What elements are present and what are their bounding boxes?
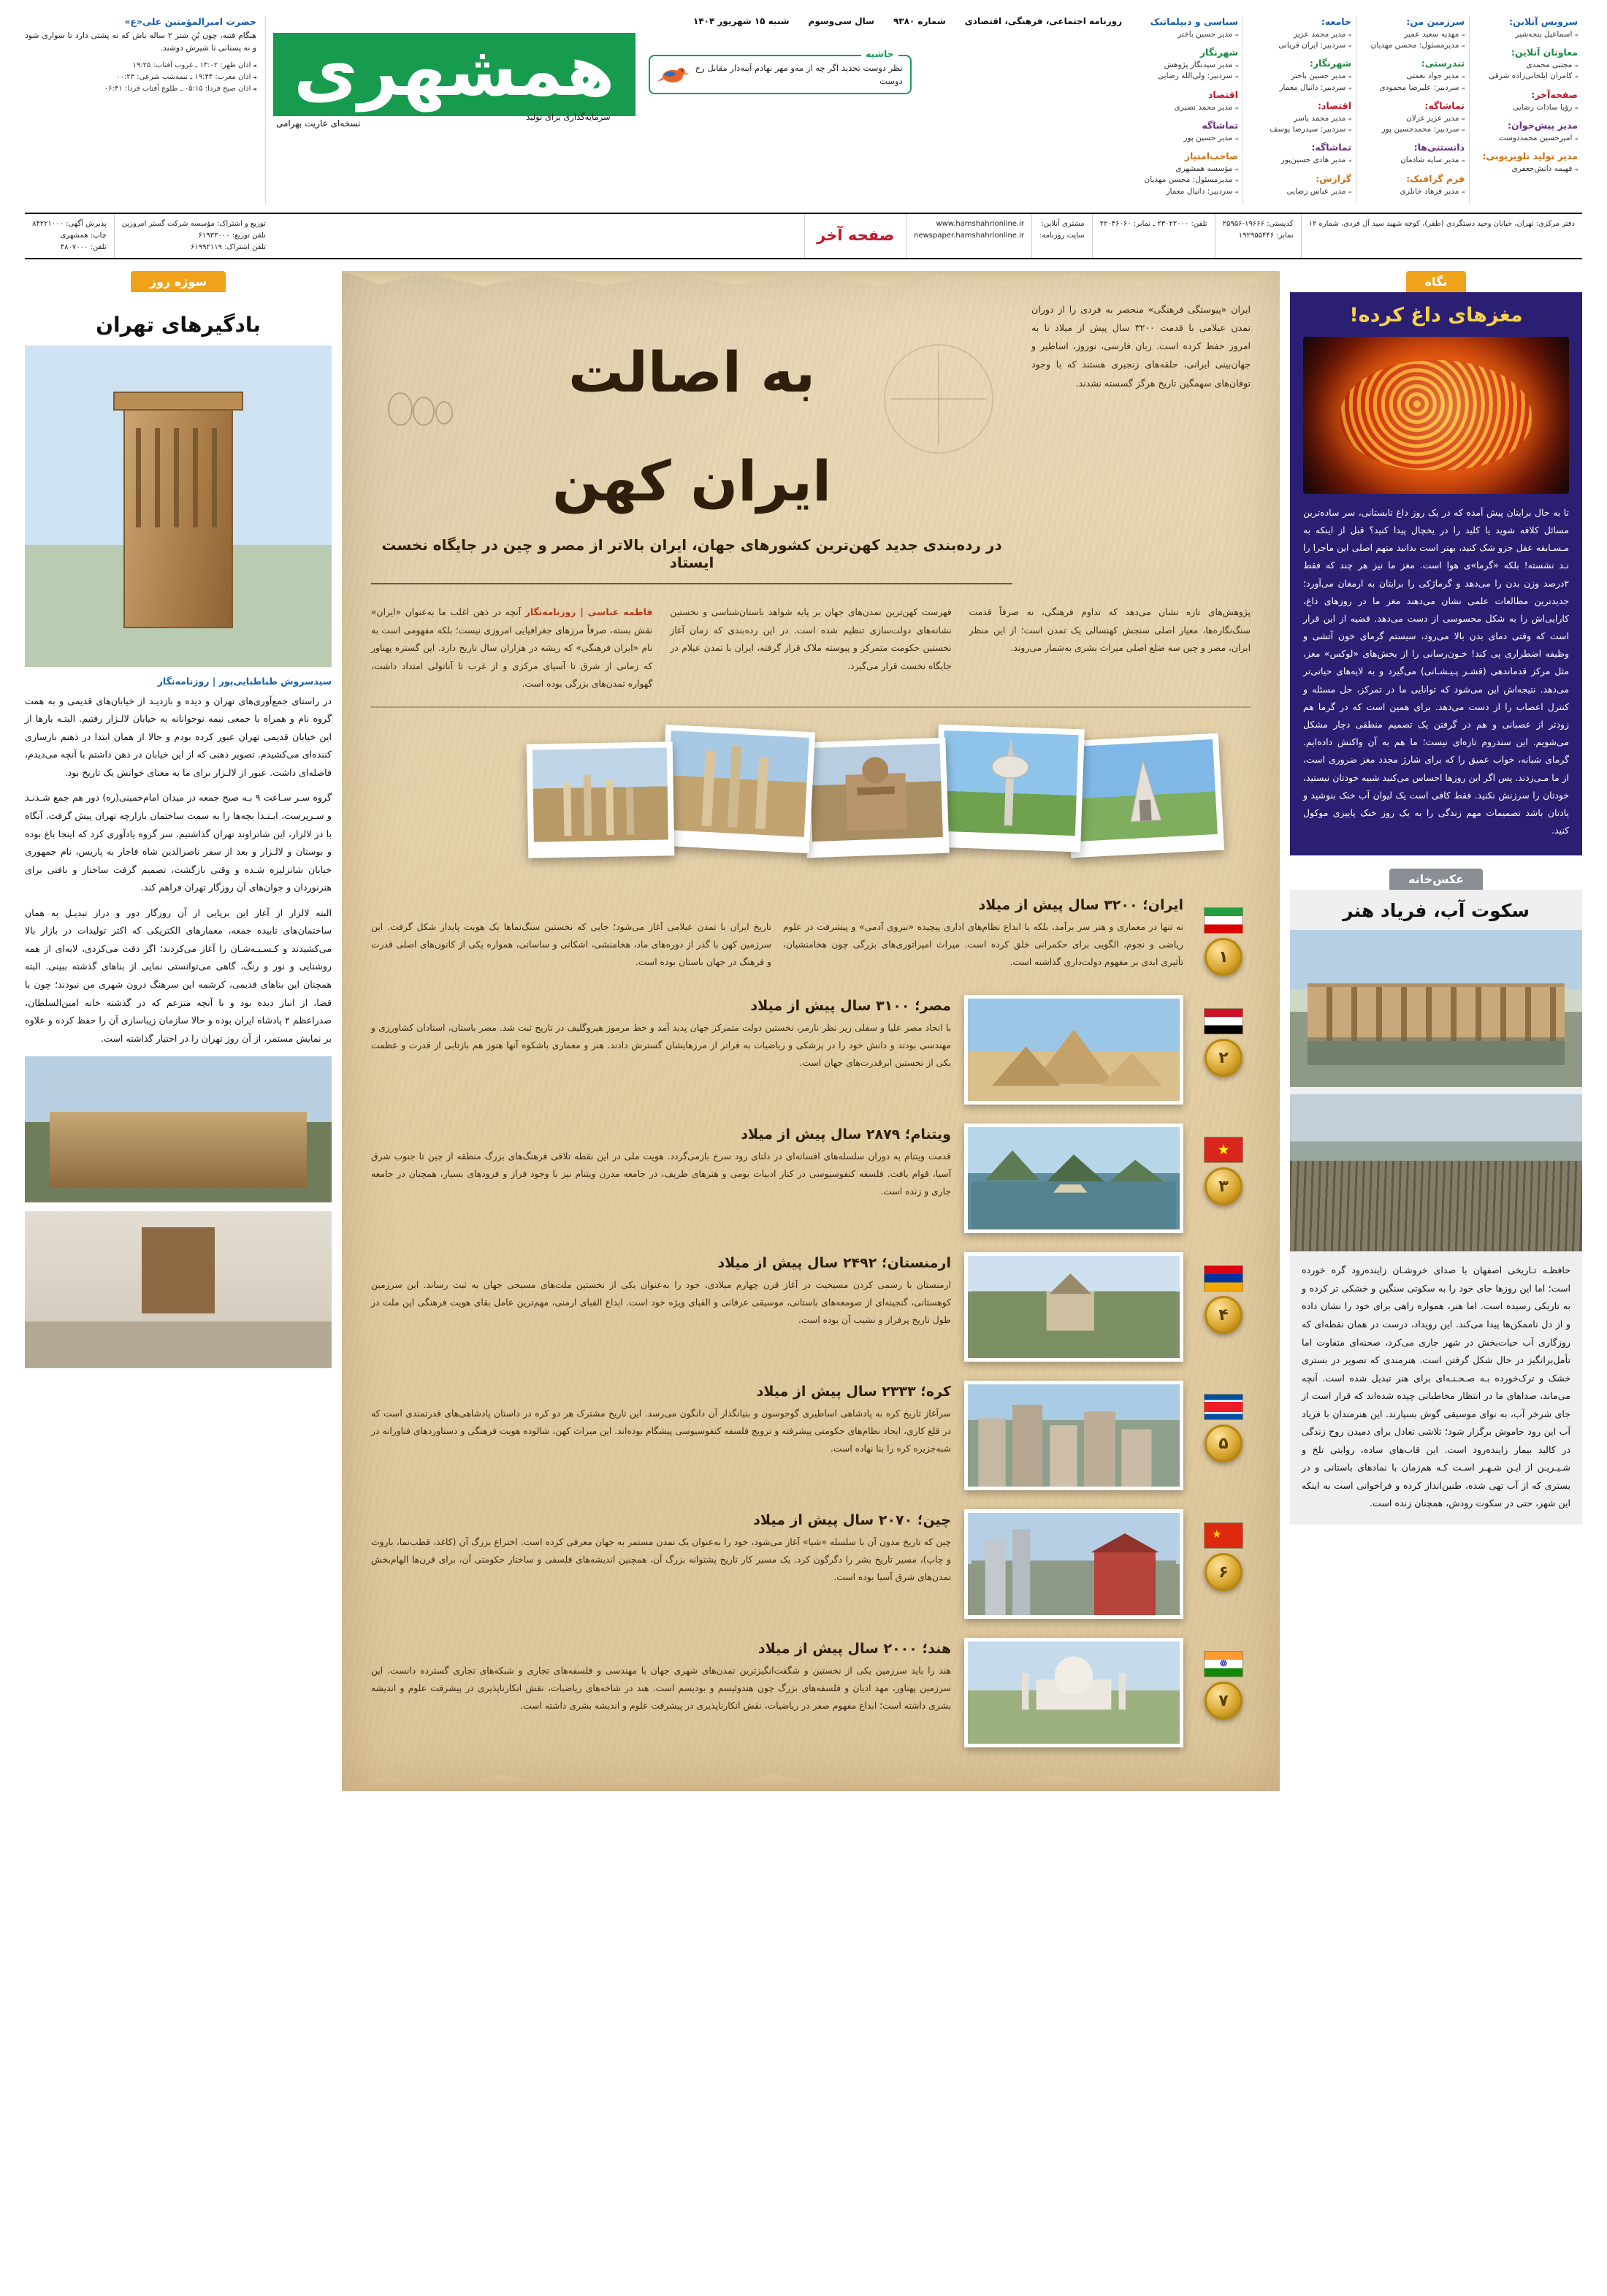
india-flag-icon: ☸ bbox=[1204, 1651, 1243, 1677]
staff-item: ◄ مدیر محمد یاسر bbox=[1248, 113, 1351, 124]
info-bar bbox=[25, 213, 1582, 259]
rank-text-primary: هند را باید سرزمین یکی از نخستین و شگفت‌انگیزترین تمدن‌های شهری جهان با مهندسی و فلسفه‌های تجاری و شبکه‌های تجاری گسترده دانست. این سرزمین پهناور، مهد ادیان و فلسفه‌های بزرگ چون هندوئیسم و بودیسم است. هند در شاخه‌های ریاضیات، نقش انکارناپذیری در پیشرفت علوم و اندیشه بشری داشته است؛ ابداع مفهوم صفر در ریاضیات، نقش انکارناپذیری در پیشرفت علوم و اندیشه بشری داشته است. bbox=[371, 1666, 951, 1711]
staff-group-title: مدیر تولید تلویزیونی: bbox=[1482, 150, 1578, 162]
staff-item: ◄ سردبیر: سیدرضا یوسف bbox=[1248, 124, 1351, 135]
staff-group-title: صفحه‌آخر: bbox=[1531, 88, 1578, 100]
staff-item: ◄ سردبیر: محمدحسین پور bbox=[1361, 124, 1465, 135]
souje-body-2: گروه سـر سـاعت ۹ بـه صبح جمعه در میدان امام‌خمینی(ره) دور هم جمع شـدنـد و سـرپرست، ابـتـدا بچه‌ها را به سمت ساختمان بازارچه تهران پیش گرفت. آنگاه با در لالزار، این شاتراوند تهران گذاشتیم. سر گروه یادآوری کرد که اینجا باغ بوده و بوستان و لالـزار و بعد از سفر ناصرالدین شاه فاجار به پاریس، نام جمهوری خیابان شانزلیزه شـده و وقتی بازگشت، تصمیم گرفت ساختار و بافتی برای هنرنوردان و جوان‌های آن روزگار تهران فراهم کند. bbox=[25, 792, 332, 893]
souje-body-1: در راستای جمع‌آوری‌های تهران و دیده و بازدیـد از خیابان‌های قدیمی و به همت گروه نام و همراه با جمعی نیمه نوجوانانه به خیابان لالـزار رفتیم. البتـه بارها از این خیابان قدیمی تهران عبور کرده بودم و حالا از همان ابتدا در ذهنم بازسازی کننده‌ای می‌کشیدم. تصویر ذهنی که از این خیابان در ذهن داشتم با آنچه می‌دیدم، فاصله‌ای داشت. عبور از لالـزار برای ما به معنای خوانش یک تاریخ بود. bbox=[25, 695, 332, 778]
staff-item: ◄ مهدیه سعید عمیر bbox=[1361, 29, 1465, 40]
info-fax-line: نمابر: ۱۹۲۹۵۵۴۴۶ bbox=[1238, 231, 1294, 240]
souje-body-3: البته لالزار از آغاز این برپایی از آن روزگار دور و دراز تبدیـل به همان ساختمان‌های تابیده جمعه، معمارهای الکتریکی که اکثر تولیدات در بازار بالا می‌کشیدند و کـسـبـه‌شـان را آغاز می‌کردند؛ اگر دقت می‌کردی، لابه‌ای از همه روشنایی و نور و رنگ، گاهی می‌توانستی نمایی از بناهای گذشته ببینی. البته همچنان این بناهای قدیمی، کرشمه این سرهنگ درون شهری من نبودند؛ چون با قضا، از انبار دیده بود و با آنچه متزعم که در گذشته خانه امین‌السلطان، صدراعظم ۲ پادشاه ایران بوده و حالا سازمان زیباسازی آن را حفظ کرده و علاوه بر نمایش مستمر، از آن روز تهران را در اختیار گذاشته است. bbox=[25, 907, 332, 1044]
staff-item: ◄ سردبیر: دانیال معمار bbox=[1248, 83, 1351, 94]
rank-text-primary: قدمت ویتنام به دوران سلسله‌های افسانه‌ای در دلتای رود سرخ بازمی‌گردد. هویت ملی در این نقطه تلاقی فرهنگ‌های بزرگ منطقه از چین تا جنوب شرق آسیا، قوام یافت. فلسفه کنفوسیوسی در کنار ادبیات بومی و هنرهای ظریف، در جامعه مدرن ویتنام نیز با وجود فراز و فرودهای بسیار، همچنان در جامعه جاری و زنده است. bbox=[371, 1151, 951, 1197]
info-online bbox=[1031, 214, 1092, 258]
rank-body bbox=[371, 1124, 951, 1201]
staff-column-2 bbox=[1356, 16, 1469, 204]
lead-column-center: فهرست کهن‌ترین تمدن‌های جهان بر پایه شواهد باستان‌شناسی و نخستین نشانه‌های دولت‌سازی تنظیم شده است. در این رده‌بندی که زمان آغاز نخستین حکومت متمرکز و پیوسته ملاک قرار گرفته، ایران با تمدن عیلام در جایگاه نخست قرار می‌گیرد. bbox=[670, 607, 952, 671]
staff-item: ◄ سردبیر: ولی‌الله رضایی bbox=[1134, 71, 1238, 82]
section-tab-photo-house[interactable]: عکس‌خانه bbox=[1389, 869, 1483, 890]
last-page-label: صفحه آخر bbox=[804, 214, 906, 258]
feature-top bbox=[371, 296, 1251, 584]
rank-heading: ویتنام؛ ۲۸۷۹ سال پیش از میلاد bbox=[741, 1126, 951, 1143]
ads-phone: پذیرش آگهی: ۸۴۲۲۱۰۰۰ bbox=[32, 219, 107, 228]
staff-item: ◄ فهیمه دانش‌جعفری bbox=[1474, 164, 1578, 175]
photo-house-section bbox=[1290, 869, 1582, 1525]
rank-heading: کره؛ ۲۳۳۳ سال پیش از میلاد bbox=[756, 1384, 951, 1400]
staff-group-title: تماشاگه bbox=[1202, 119, 1238, 131]
negah-body: تا به حال برایتان پیش آمده که در یک روز داغ تابستانی، سر ساده‌ترین مسائل کلافه شوید یا کلید را در یخچال پیدا کنید؟ قبل از اینکه به مـسـابقه عقل جزو شک کنید، بهتر است بدانید متهم اصلی این ماجرا را نـد نشسته! بلکه «گرما»ی هوا است. مغز ما نیز هر چند که فقط ۲درصد وزن بدن را می‌دهد و گرماژکی را برایتان به ارمغان می‌آورد؛ جدیدترین مطالعات علمی نشان می‌دهند مغز ما در روزهای داغ، کارایی‌اش را به شکل محسوسی از دست می‌دهد. قضیه از این قرار است که وقتی دمای بدن بالا می‌رود، سیستم گرمای خون آتشی و وظیفه اضطراری پی کند! خـون‌رسانی را از بخش‌های «لوکس» مغز، مثل مرکز قدماندهی (قشـر پـیـشـانی) می‌گیرد و به لایه‌های حیاتی‌تر می‌دهد. نتیجه‌اش این می‌شود که توانایی ما در تمرکز، حل مسئله و کنترل اعصاب را از دست می‌دهد. برای همین است که در گرما هم زودتر از عصبانی و هم در گرفتن یک تصمیم منطقی دچار مشکل می‌شویم. این سندروم تازه‌ای نیست؛ ما هم به آن واکنش داده‌ایم. گرمای شبانه، خواب عمیق را که برای شارژ مجدد مغز ضروری است، از ما مـی‌زدند. پس اگر این روزها احساس می‌کنید شبیه خودتان نیستید، خودتان را سرزنش نکنید. فقط کافی است یک لیوان آب خنک بنوشید و یادتان باشد تصمیمات مهم زندگی را به یک روز خنک پاییزی موکول کنید. bbox=[1303, 506, 1569, 836]
persepolis-ruins-photo bbox=[527, 741, 675, 858]
armenian-monastery-image bbox=[964, 1252, 1183, 1362]
ha-long-bay-image bbox=[964, 1124, 1183, 1233]
rank-badge bbox=[1196, 1381, 1251, 1462]
feature-article bbox=[342, 271, 1280, 1791]
rank-text-primary: سرآغاز تاریخ کره به پادشاهی اساطیری گوجوسون و بنیانگذار آن دانگون می‌رسد. این تاریخ مشترک هر دو کره در داستان پادشاهی‌های قدرتمندی است که در قلع کاری، ایجاد نظام‌های حکومتی پیشرفته و ترویج فلسفه کنفوسیوسی پیشگام بوده‌اند. این میراث کهن، شالوده هویت فرهنگی و دستاوردهای فناورانه در شبه‌جزیره کره را بنا نهاده است. bbox=[371, 1408, 951, 1454]
staff-group-title: سرزمین من: bbox=[1406, 16, 1465, 27]
masthead-staff-columns bbox=[1129, 16, 1582, 204]
staff-item: ◄ مؤسسه همشهری bbox=[1134, 164, 1238, 175]
staff-group-title: سرویس آنلاین: bbox=[1509, 16, 1578, 27]
print-phone: تلفن: ۴۸۰۷۰۰۰ bbox=[60, 243, 107, 251]
staff-item: ◄ سردبیر: ایران قربانی bbox=[1248, 40, 1351, 51]
bird-icon bbox=[656, 59, 690, 90]
staff-item: ◄ سردبیر: علیرضا محمودی bbox=[1361, 83, 1465, 94]
feature-headline-line-1: به اصالت bbox=[568, 339, 816, 405]
staff-item: ◄ مدیر عزیز غزلان bbox=[1361, 113, 1465, 124]
distribution-phone: تلفن توزیع: ۶۱۹۳۳۰۰۰ bbox=[198, 231, 266, 240]
negah-headline: مغزهای داغ کرده! bbox=[1349, 303, 1523, 327]
staff-group-title: شهرنگار: bbox=[1309, 58, 1351, 69]
staff-item: ◄ مدیر محمد نصیری bbox=[1134, 102, 1238, 113]
rank-badge bbox=[1196, 995, 1251, 1077]
staff-group-title: تماشاگه: bbox=[1311, 142, 1351, 153]
newspaper-logo: همشهری bbox=[273, 33, 635, 116]
souje-byline: سیدسروش طباطبایی‌پور | روزنامه‌نگار bbox=[157, 675, 332, 687]
historic-house-interior-image bbox=[25, 1211, 332, 1368]
rank-body bbox=[371, 1252, 951, 1330]
online-url-link[interactable]: www.hamshahrionline.ir bbox=[936, 219, 1025, 228]
right-column bbox=[1290, 271, 1582, 1525]
staff-column-3 bbox=[1243, 16, 1356, 204]
negah-section bbox=[1290, 271, 1582, 856]
rank-medal: ۴ bbox=[1205, 1296, 1243, 1334]
rank-badge bbox=[1196, 1252, 1251, 1334]
hashieh-box bbox=[649, 47, 912, 95]
staff-group-title: شهرنگار bbox=[1199, 47, 1238, 58]
rank-list bbox=[371, 894, 1251, 1747]
rank-medal: ۶ bbox=[1205, 1553, 1243, 1591]
rank-row bbox=[371, 1381, 1251, 1490]
rank-badge bbox=[1196, 1638, 1251, 1720]
info-address: دفتر مرکزی: تهران، خیابان وحید دستگردی (ظفر)، کوچه شهید سید آل فردی، شماره ۱۲ bbox=[1301, 214, 1582, 258]
rank-text-primary: چین که تاریخ مدون آن با سلسله «شیا» آغاز می‌شود، خود را به‌عنوان یک تمدن مستمر به جهان معرفی کرده است. اختراع بزرگ آن (کاغذ، قطب‌نما، باروت و چاپ)، مسیر تاریخ بشر را دگرگون کرد. یک مسیر کار تاریخ پشتوانه بزرگ آن، همچنین اندیشه‌های فلسفی و ساختار حکومتی آن، برای قرن‌ها الهام‌بخش تمدن‌های شرق آسیا بوده است. bbox=[371, 1537, 951, 1582]
staff-column-1 bbox=[1469, 16, 1582, 204]
staff-item: ◄ مدیرمسئول: محسن مهدیان bbox=[1134, 175, 1238, 186]
section-tab-negah[interactable]: نگاه bbox=[1406, 271, 1467, 292]
souje-headline: بادگیرهای تهران bbox=[96, 312, 261, 337]
rank-body bbox=[371, 1638, 951, 1715]
staff-item: ◄ مدیرمسئول: محسن مهدیان bbox=[1361, 40, 1465, 51]
north-korea-flag-icon bbox=[1204, 1394, 1243, 1420]
burning-brain-image bbox=[1303, 337, 1569, 494]
staff-group-title: معاونان آنلاین: bbox=[1511, 47, 1578, 58]
staff-group-title: صاحب‌امتیاز bbox=[1184, 150, 1238, 162]
masthead bbox=[0, 0, 1607, 208]
info-urls[interactable] bbox=[906, 214, 1031, 258]
rank-badge bbox=[1196, 894, 1251, 976]
staff-group-title: اقتصاد: bbox=[1318, 99, 1351, 111]
feature-headline-line-2: ایران کهن bbox=[551, 449, 831, 514]
china-flag-icon: ★ bbox=[1204, 1522, 1243, 1549]
staff-item: ◄ مدیر عباس رضایی bbox=[1248, 186, 1351, 197]
pyramids-of-giza-image bbox=[964, 995, 1183, 1105]
info-distribution bbox=[114, 214, 273, 258]
rank-row bbox=[371, 1252, 1251, 1362]
korean-city-image bbox=[964, 1381, 1183, 1490]
dateline-date: شنبه ۱۵ شهریور ۱۴۰۴ bbox=[693, 16, 790, 26]
hashieh-text: نظر دوست تجدید اگر چه از مه‌و مهر نهادم آینه‌دار مقابل رخ دوست bbox=[695, 62, 903, 86]
lead-column-right bbox=[371, 603, 652, 693]
prayer-time-row: ◄ اذان مغرب: ۱۹:۴۴ ـ نیمه‌شب شرعی: ۰۰:۲۳ bbox=[25, 72, 256, 83]
prayer-time-row: ◄ اذان صبح فردا: ۰۵:۱۵ ـ طلوع آفتاب فردا: ۰۶:۴۱ bbox=[25, 83, 256, 95]
rank-heading: ارمنستان؛ ۲۴۹۲ سال پیش از میلاد bbox=[717, 1255, 951, 1272]
rank-row bbox=[371, 1509, 1251, 1619]
rank-row bbox=[371, 894, 1251, 976]
staff-item: ◄ اسماعیل پنجه‌شیر bbox=[1474, 29, 1578, 40]
lead-column-left: پژوهش‌های تازه نشان می‌دهد که تداوم فرهنگی، نه صرفاً قدمت سنگ‌نگاره‌ها، معیار اصلی سنجش کهنسالی یک تمدن است؛ از این منظر ایران، مصر و چین سه ضلع اصلی میراث بشری به‌شمار می‌روند. bbox=[969, 607, 1251, 654]
armenia-flag-icon bbox=[1204, 1265, 1243, 1292]
staff-item: ◄ مجتبی محمدی bbox=[1474, 60, 1578, 71]
distribution-line: توزیع و اشتراک: مؤسسه شرکت گستر امروزین bbox=[121, 219, 266, 228]
brain-shape-icon bbox=[1340, 360, 1532, 470]
chinese-pagoda-image bbox=[964, 1509, 1183, 1619]
rank-medal: ۳ bbox=[1205, 1167, 1243, 1205]
staff-group-title: تندرستی: bbox=[1421, 58, 1465, 69]
staff-group-title: دانستنی‌ها: bbox=[1413, 142, 1465, 153]
staff-group-title: گزارش: bbox=[1316, 172, 1351, 184]
masthead-quote-block bbox=[25, 16, 266, 204]
info-ads bbox=[25, 214, 114, 258]
dateline-year: سال سی‌وسوم bbox=[808, 16, 874, 26]
staff-item: ◄ مدیر محمد عزیز bbox=[1248, 29, 1351, 40]
section-tab-souje[interactable]: سوژه روز bbox=[131, 271, 226, 292]
dateline-issue-number: شماره ۹۳۸۰ bbox=[893, 16, 946, 26]
milad-tower-photo bbox=[934, 725, 1085, 853]
rank-badge bbox=[1196, 1124, 1251, 1205]
feature-lead bbox=[371, 603, 1251, 708]
ancient-seal-icon bbox=[378, 384, 459, 435]
rank-text-secondary: نه تنها در معماری و هنر سر برآمد، بلکه با ابداع نظام‌های اداری پیچیده «نیروی آدمی» و پیشرفت در علوم ریاضی و نجوم، الگویی برای حکمرانی خلق کرده است. میراث امپراتوری‌های بزرگی چون هخامنشیان، تأثیری ابدی بر مفهوم دولت‌داری گذاشته است. bbox=[783, 922, 1183, 967]
subscription-phone: تلفن اشتراک: ۶۱۹۹۲۱۱۹ bbox=[191, 243, 266, 251]
info-online-label: مشتری آنلاین: bbox=[1041, 219, 1085, 228]
logo-row bbox=[273, 30, 1122, 122]
rank-badge bbox=[1196, 1509, 1251, 1591]
negah-box bbox=[1290, 292, 1582, 856]
quote-body: هنگام فتنه، چون بُنِ شتر ۲ ساله باش که نه پشتی دارد تا سواری شود و نه پستانی تا شیرش دوشند. bbox=[25, 31, 256, 53]
staff-item: ◄ مدیر حسین پور bbox=[1134, 133, 1238, 144]
feature-byline: فاطمه عباسی | روزنامه‌نگار bbox=[524, 607, 653, 618]
staff-item: ◄ کامران ایلخانی‌زاده شرقی bbox=[1474, 71, 1578, 82]
rank-body bbox=[371, 894, 1183, 972]
prayer-time-row: ◄ اذان ظهر: ۱۳:۰۲ ـ غروب آفتاب: ۱۹:۲۵ bbox=[25, 60, 256, 72]
staff-group-title: سیاسی و دیپلماتیک bbox=[1150, 16, 1238, 27]
staff-group-title: تماشاگه: bbox=[1424, 99, 1465, 111]
photo-house-headline: سکوت آب، فریاد هنر bbox=[1343, 900, 1530, 922]
windcatcher-tower-image bbox=[25, 346, 332, 667]
rank-text-primary: تاریخ ایران با تمدن عیلامی آغاز می‌شود؛ جایی که نخستین سنگ‌نماها یک هویت پایدار شکل گرفت. این سرزمین کهن با گذر از دوره‌های ماد، هخامنشی، اشکانی و ساسانی، همواره یکی از کانون‌های اصلی قدرت و فرهنگ در جهان باستان بوده است. bbox=[371, 922, 771, 967]
souje-article bbox=[25, 302, 332, 1368]
rank-row bbox=[371, 1638, 1251, 1747]
rank-text-primary: با اتحاد مصر علیا و سفلی زیر نظر نارمر، نخستین دولت متمرکز جهان پدید آمد و خط مرموز هیروگلیف در تاریخ ثبت شد. مصر باستان، استادان کشاورزی و مهندسی بودند و دانش خود را در پزشکی و ریاضیات به فراتر از مرزهایشان گسترش دادند. هنر و معماری باشکوه آنها هنوز هم بازتابی از قدرت و عظمت یکی از نخستین ابرقدرت‌های جهان است. bbox=[371, 1023, 951, 1068]
tower-body bbox=[123, 409, 233, 628]
feature-title-block bbox=[371, 296, 1012, 584]
compass-icon bbox=[884, 344, 993, 454]
dry-riverbed-image bbox=[1290, 1094, 1582, 1251]
persepolis-lamassu-photo bbox=[803, 738, 949, 858]
logo-subtitle: سرمایه‌گذاری برای تولید bbox=[526, 112, 611, 122]
feature-intro: ایران «پیوستگی فرهنگی» منحصر به فردی را از دوران تمدن عیلامی با قدمت ۳۲۰۰ سال پیش از میلاد تا به امروز حفظ کرده است. زبان فارسی، نوروز، اساطیر و جهان‌بینی ایرانی، حلقه‌های زنجیری هستند که با وجود توفان‌های سهمگین تاریخ هرگز گسسته نشدند. bbox=[1031, 303, 1251, 389]
rank-row bbox=[371, 1124, 1251, 1233]
masthead-center bbox=[266, 16, 1129, 204]
rank-body bbox=[371, 1381, 951, 1458]
print-house: چاپ: همشهری bbox=[60, 231, 107, 240]
persepolis-columns-photo bbox=[660, 725, 815, 854]
staff-group-title: جامعه: bbox=[1321, 16, 1351, 27]
azadi-tower-photo bbox=[1065, 733, 1224, 858]
dateline bbox=[273, 16, 1122, 31]
feature-photo-strip bbox=[371, 727, 1251, 884]
rank-medal: ۵ bbox=[1205, 1424, 1243, 1462]
lead-right-text: آنچه در ذهن اغلب ما به‌عنوان «ایران» نقش بسته، صرفاً مرزهای جغرافیایی امروزی نیست؛ بلکه مفهومی است به نام «ایران فرهنگی» که ریشه در هزاران سال تاریخ دارد. این گستره پهناور که زمانی از شرق تا آسیای مرکزی و از غرب تا آناتولی امتداد داشت، گهواره تمدن‌های بزرگی بوده است. bbox=[371, 607, 653, 690]
rank-body bbox=[371, 1509, 951, 1587]
rank-heading: چین؛ ۲۰۷۰ سال پیش از میلاد bbox=[753, 1512, 951, 1529]
info-postal-line: کدپستی: ۱۹۶۶۶-۲۵۹۵۶ bbox=[1222, 219, 1294, 228]
site-url-link[interactable]: newspaper.hamshahrionline.ir bbox=[914, 231, 1025, 240]
rank-heading: مصر؛ ۳۱۰۰ سال پیش از میلاد bbox=[750, 998, 951, 1015]
rank-medal: ۲ bbox=[1205, 1039, 1243, 1077]
staff-item: ◄ مدیر حسین باختر bbox=[1134, 29, 1238, 40]
dateline-kicker: روزنامه اجتماعی، فرهنگی، اقتصادی bbox=[964, 16, 1122, 26]
page-content bbox=[0, 259, 1607, 1820]
staff-item: ◄ مدیر هادی حسین‌پور bbox=[1248, 155, 1351, 166]
quote-title: حضرت امیرالمؤمنین علی«ع» bbox=[124, 16, 256, 27]
tower-cap bbox=[113, 392, 243, 411]
staff-item: ◄ مدیر سایه شادمان bbox=[1361, 155, 1465, 166]
prayer-times bbox=[25, 60, 256, 95]
left-column bbox=[25, 271, 332, 1368]
masthead-footer-note: نسخه‌ای عاریت‌ بهرامی bbox=[276, 118, 361, 129]
staff-group-title: اقتصاد bbox=[1208, 88, 1238, 100]
staff-item: ◄ مدیر فرهاد خانلری bbox=[1361, 186, 1465, 197]
vietnam-flag-icon: ★ bbox=[1204, 1137, 1243, 1163]
taj-mahal-image bbox=[964, 1638, 1183, 1747]
staff-item: ◄ مدیر سیدنگار پژوهش bbox=[1134, 60, 1238, 71]
staff-item: ◄ رؤیا سادات رضایی bbox=[1474, 102, 1578, 113]
staff-item: ◄ مدیر حسین باختر bbox=[1248, 71, 1351, 82]
feature-subheadline: در رده‌بندی جدید کهن‌ترین کشورهای جهان، ایران بالاتر از مصر و چین در جایگاه نخست ایستاد bbox=[371, 536, 1012, 584]
rank-body bbox=[371, 995, 951, 1072]
hashieh-title: حاشیه bbox=[861, 48, 898, 59]
photo-house-body: حافظـه تـاریخی اصفهان با صدای خروشـان زاینده‌رود گره خورده است؛ اما این روزها جای خود را به سکوتی سنگین و خشکی تر کرده و به تاریکی رسیده است. اما هنر، همواره راهی برای خود را نشان داده و از دل ناممکن‌ها پیدا می‌کند. این رویداد، درست در همان نقطه‌ای که روزگاری آب حیات‌بخش در شهر جاری می‌کرد، صحنه‌ای متفاوت اما تأمل‌برانگیز در حال شکل گرفتن است. هنرمندی که تصویر در بستری خشک و ترک‌خورده بـه صـحـنـه‌ای برای هنر تبدیل شده است. آنچه می‌ماند، صداهای ما در انتظار مخاطبانی چیده شده‌اند که قرار است از جای شرخر آب، به نوای موسیقی گوش بسپارند. این هنرمندان با فریاد آب این رود خاموش برگزار شود؛ تلاشی تعادل برای دمیدن روح زندگی در کالبد بیمار زاینده‌رود است. این قاب‌های ساده، روایتی تلخ و شـیـریـن از ایـن شـهـر اسـت کـه هم‌زمان با نمادهای باستانی و در بستری که از آب تهی شده، طنین‌انداز کرده و فراخوانی است به اینکه این شهر، حتی در سکوت رودش، همچنان زنده است. bbox=[1302, 1265, 1570, 1509]
rank-text-primary: ارمنستان با رسمی کردن مسیحیت در آغاز قرن چهارم میلادی، خود را به‌عنوان یکی از نخستین ملت‌های مسیحی جهان به ثبت رساند. این سرزمین کوهستانی، گنجینه‌ای از صومعه‌های باستانی، موسیقی عرفانی و الفبای ویژه خود است. ابداع الفبای ارمنی، مهم‌ترین عامل بقای هویت فرهنگی این ملت در طول تاریخ پرفراز و نشیب آن بوده است. bbox=[371, 1280, 951, 1325]
staff-column-4 bbox=[1129, 16, 1243, 204]
info-phone: تلفن: ۲۳۰۲۲۰۰۰ ـ نمابر: ۲۲۰۴۶۰۶۰ bbox=[1092, 214, 1215, 258]
lalezar-street-image bbox=[25, 1056, 332, 1202]
info-site-label: سایت روزنامه: bbox=[1039, 231, 1085, 240]
rank-heading: ایران؛ ۳۲۰۰ سال پیش از میلاد bbox=[978, 897, 1183, 914]
staff-group-title: مدیر پیش‌خوان: bbox=[1507, 119, 1578, 131]
info-postal bbox=[1215, 214, 1301, 258]
egypt-flag-icon bbox=[1204, 1008, 1243, 1034]
iran-flag-icon bbox=[1204, 907, 1243, 934]
rank-heading: هند؛ ۲۰۰۰ سال پیش از میلاد bbox=[757, 1641, 951, 1658]
staff-item: ◄ سردبیر: دانیال معمار bbox=[1134, 186, 1238, 197]
rank-row bbox=[371, 995, 1251, 1105]
rank-medal: ۷ bbox=[1205, 1682, 1243, 1720]
staff-item: ◄ امیرحسین محمددوست bbox=[1474, 133, 1578, 144]
center-column bbox=[342, 271, 1280, 1791]
staff-group-title: فرم گرافیک: bbox=[1406, 172, 1465, 184]
photo-house-box bbox=[1290, 890, 1582, 1525]
rank-medal: ۱ bbox=[1205, 938, 1243, 976]
staff-item: ◄ مدیر جواد نعمتی bbox=[1361, 71, 1465, 82]
si-o-se-pol-bridge-image bbox=[1290, 930, 1582, 1087]
